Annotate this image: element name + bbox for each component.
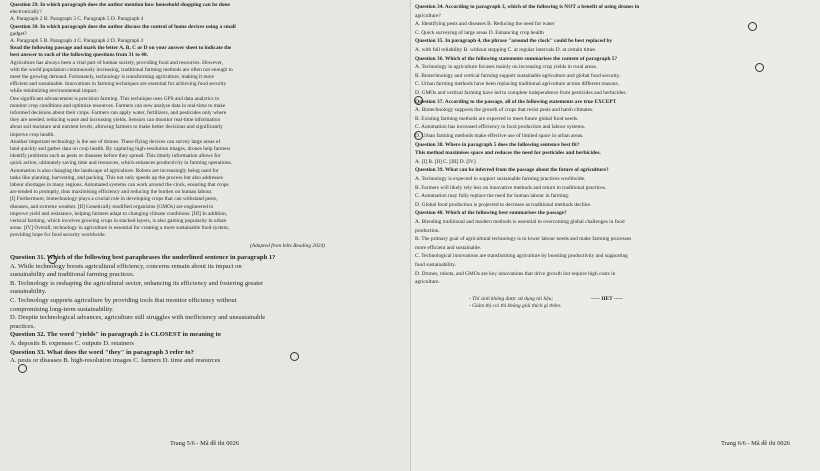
left-text-line: gadget? <box>10 30 27 37</box>
question-text-line: practices. <box>10 322 36 330</box>
left-text-line: A. Paragraph 2 B. Paragraph 3 C. Paragraph 5 D. Paragraph 4 <box>10 16 144 23</box>
answer-mark-q36 <box>414 96 423 105</box>
left-text-line: electronically? <box>10 9 42 16</box>
left-text-line: Agriculture has always been a vital part of human society, providing food and resources. However, <box>10 59 224 66</box>
right-text-line: agriculture? <box>415 12 441 19</box>
answer-mark-q37 <box>414 131 423 140</box>
right-text-line: D. Urban farming methods make effective use of limited space in urban areas. <box>415 133 584 139</box>
right-text-line: C. Urban farming methods have been replacing traditional agriculture across different reasons. <box>415 81 619 88</box>
left-text-line: informed decisions about their crops. Farmers can apply water, fertilizers, and pesticides only where <box>10 110 227 116</box>
question-text-line: sustainability. <box>10 288 47 296</box>
right-text-line: Question 35. In paragraph 4, the phrase "around the clock" could be best replaced by <box>415 38 613 45</box>
answer-mark-q32 <box>290 352 299 361</box>
question-text-line: C. Technology supports agriculture by providing tools that monitor efficiency without <box>10 297 237 304</box>
right-text-line: A. Technology in agriculture focuses mainly on increasing crop yields in rural areas. <box>415 64 598 71</box>
right-text-line: B. Existing farming methods are expected to meet future global food needs. <box>415 115 579 122</box>
right-text-line: Question 36. Which of the following statements summarises the content of paragraph 5? <box>415 55 618 62</box>
answer-mark-q31 <box>48 255 57 264</box>
left-text-line: Question 30. In which paragraph does the author discuss the control of home devices using a small <box>10 23 236 30</box>
right-text-line: C. Technological innovations are transforming agriculture by boosting productivity and supporting <box>415 253 628 260</box>
question-text-line: A. pests or diseases B. high-resolution images C. farmers D. time and resources <box>10 357 221 365</box>
left-text-line: tasks like planting, harvesting, and packing. This not only speeds up the process but also addresses <box>10 174 223 181</box>
right-text-line: Question 40. Which of the following best summarises the passage? <box>415 210 567 217</box>
left-text-line: Automation is also changing the landscape of agriculture. Robots are increasingly being used for <box>10 167 219 174</box>
left-text-line: about soil moisture and nutrient levels, allowing farmers to make better decisions and significantly <box>10 124 223 131</box>
question-text-line: compromising long-term sustainability. <box>10 305 114 313</box>
right-text-line: Question 37. According to the passage, all of the following statements are true EXCEPT <box>415 98 617 105</box>
left-text-line: efficient and sustainable. Innovations in farming techniques are essential for achieving food security <box>10 81 227 88</box>
answer-mark-q34 <box>748 22 757 31</box>
left-text-line: Question 29. In which paragraph does the author mention how household shopping can be done <box>10 2 230 8</box>
right-text-line: A. [I] B. [II] C. [III] D. [IV] <box>415 158 476 165</box>
question-text-line: Question 31. Which of the following best paraphrases the underlined sentence in paragraph 1? <box>10 254 276 261</box>
question-text-line: A. deposits B. expenses C. outputs D. retainers <box>10 340 134 347</box>
left-text-line: they are needed, reducing waste and increasing yields. Sensors can monitor real-time information <box>10 117 221 124</box>
left-footer: Trang 5/6 - Mã đề thi 0026 <box>170 440 239 447</box>
right-text-line: C. Automation has increased efficiency in food production and labour systems. <box>415 124 586 131</box>
right-text-line: D. GMOs and vertical farming have led to complete independence from pesticides and herbicides. <box>415 90 627 96</box>
left-text-line: land quickly and gather data on crop health. By capturing high-resolution images, drones help farmers <box>10 146 231 152</box>
right-page <box>410 0 820 471</box>
left-text-line: best answer to each of the following questions from 31 to 40. <box>10 52 148 59</box>
left-text-line: quick action, ultimately saving time and resources, which enhances productivity in farming operations. <box>10 160 233 167</box>
question-text-line: Question 32. The word "yields" in paragraph 2 is CLOSEST in meaning to <box>10 331 221 339</box>
question-text-line: B. Technology is reshaping the agricultural sector, enhancing its efficiency and fostering greater <box>10 279 264 287</box>
right-text-line: A. Identifying pests and diseases B. Reducing the need for water <box>415 21 555 28</box>
exam-note-2: - Giám thị coi thi không giải thích gì thêm. <box>469 303 562 309</box>
passage-source: (Adapted from Ielts Reading 2024) <box>250 243 325 249</box>
left-text-line: are tended to promptly, thus maximising efficiency and reducing the burden on human labour. <box>10 189 213 196</box>
right-text-line: more efficient and sustainable. <box>415 244 482 251</box>
left-text-line: identify problems such as pests or diseases before they spread. This timely information allows for <box>10 153 221 160</box>
right-text-line: Question 39. What can be inferred from the passage about the future of agriculture? <box>415 167 609 174</box>
right-text-line: Question 38. Where in paragraph 5 does the following sentence best fit? <box>415 141 580 148</box>
right-text-line: B. The primary goal of agricultural technology is to lower labour needs and make farming processes <box>415 236 632 243</box>
left-text-line: labour shortages in many regions. Automated systems can work around the clock, ensuring that crops <box>10 182 229 188</box>
question-text-line: D. Despite technological advances, agriculture still struggles with inefficiency and unsustainable <box>10 314 266 322</box>
right-text-line: A. Technology is expected to support sustainable farming practices worldwide. <box>415 176 586 182</box>
right-text-line: C. Automation may fully replace the need for human labour in farming. <box>415 193 570 200</box>
left-text-line: areas. [IV] Overall, technology in agriculture is essential for creating a more sustainable food system, <box>10 225 229 232</box>
exam-note-1: - Thí sinh không được sử dụng tài liệu; <box>469 296 554 302</box>
right-footer: Trang 6/6 - Mã đề thi 0026 <box>721 440 790 447</box>
left-text-line: with the world population continuously increasing, traditional farming methods are often not enough to <box>10 66 233 73</box>
left-text-line: Read the following passage and mark the letter A, B, C or D on your answer sheet to indicate the <box>10 45 232 52</box>
right-text-line: A. Blending traditional and modern methods is essential to overcoming global challenges in food <box>415 219 625 225</box>
right-text-line: B. Biotechnology and vertical farming support sustainable agriculture and global food security. <box>415 72 621 79</box>
right-text-line: agriculture. <box>415 279 440 286</box>
right-text-line: Question 34. According to paragraph 3, which of the following is NOT a benefit of using drones in <box>415 4 640 10</box>
right-text-line: A. with full reliability B. without stopping C. at regular intervals D. at certain times <box>415 47 596 53</box>
left-text-line: Another important technology is the use of drones. These flying devices can survey large areas of <box>10 138 221 145</box>
left-text-line: vertical farming, which involves growing crops in stacked layers, is also gaining popularity in urban <box>10 218 227 224</box>
right-text-line: D. Global food production is projected to decrease as traditional methods decline. <box>415 201 592 208</box>
left-text-line: A. Paragraph 5 B. Paragraph 4 C. Paragraph 2 D. Paragraph 3 <box>10 38 144 44</box>
right-text-line: B. Farmers will likely rely less on innovative methods and return to traditional practices. <box>415 184 607 191</box>
left-text-line: providing hope for food security worldwide. <box>10 232 106 239</box>
answer-mark-q33 <box>18 364 27 373</box>
left-text-line: diseases, and extreme weather. [II] Genetically modified organisms (GMOs) are engineered to <box>10 203 214 210</box>
right-text-line: C. Quick surveying of large areas D. Enhancing crop health <box>415 29 544 36</box>
left-text-line: while minimizing environmental impact. <box>10 88 99 95</box>
left-text-line: One significant advancement is precision farming. This technique uses GPS and data analytics to <box>10 95 220 102</box>
left-text-line: [I] Furthermore, biotechnology plays a crucial role in developing crops that can withstand pests, <box>10 196 218 203</box>
right-text-line: This method maximises space and reduces the need for pesticides and herbicides. <box>415 150 601 157</box>
question-text-line: Question 33. What does the word "they" in paragraph 3 refer to? <box>10 348 194 356</box>
right-text-line: A. Biotechnology supports the growth of crops that resist pests and harsh climates. <box>415 107 594 114</box>
question-text-line: sustainability and traditional farming practices. <box>10 271 135 279</box>
right-text-line: D. Drones, robots, and GMOs are key innovations that drive growth but require high costs in <box>415 270 616 277</box>
left-text-line: meet the growing demand. Fortunately, technology is transforming agriculture, making it more <box>10 74 215 80</box>
left-text-line: monitor crop conditions and optimize resources. Farmers can now analyse data in real-time to make <box>10 102 226 109</box>
end-mark: ----- HẾT ----- <box>591 296 623 302</box>
left-text-line: improve yield and resistance, helping farmers adapt to changing climate conditions. [III] In addition, <box>10 210 228 217</box>
question-text-line: A. While technology boosts agricultural efficiency, concerns remain about its impact on <box>10 262 242 270</box>
right-text-line: food sustainability. <box>415 262 456 268</box>
right-text-line: production. <box>415 227 440 234</box>
left-text-line: improve crop health. <box>10 131 55 138</box>
answer-mark-q35 <box>755 63 764 72</box>
